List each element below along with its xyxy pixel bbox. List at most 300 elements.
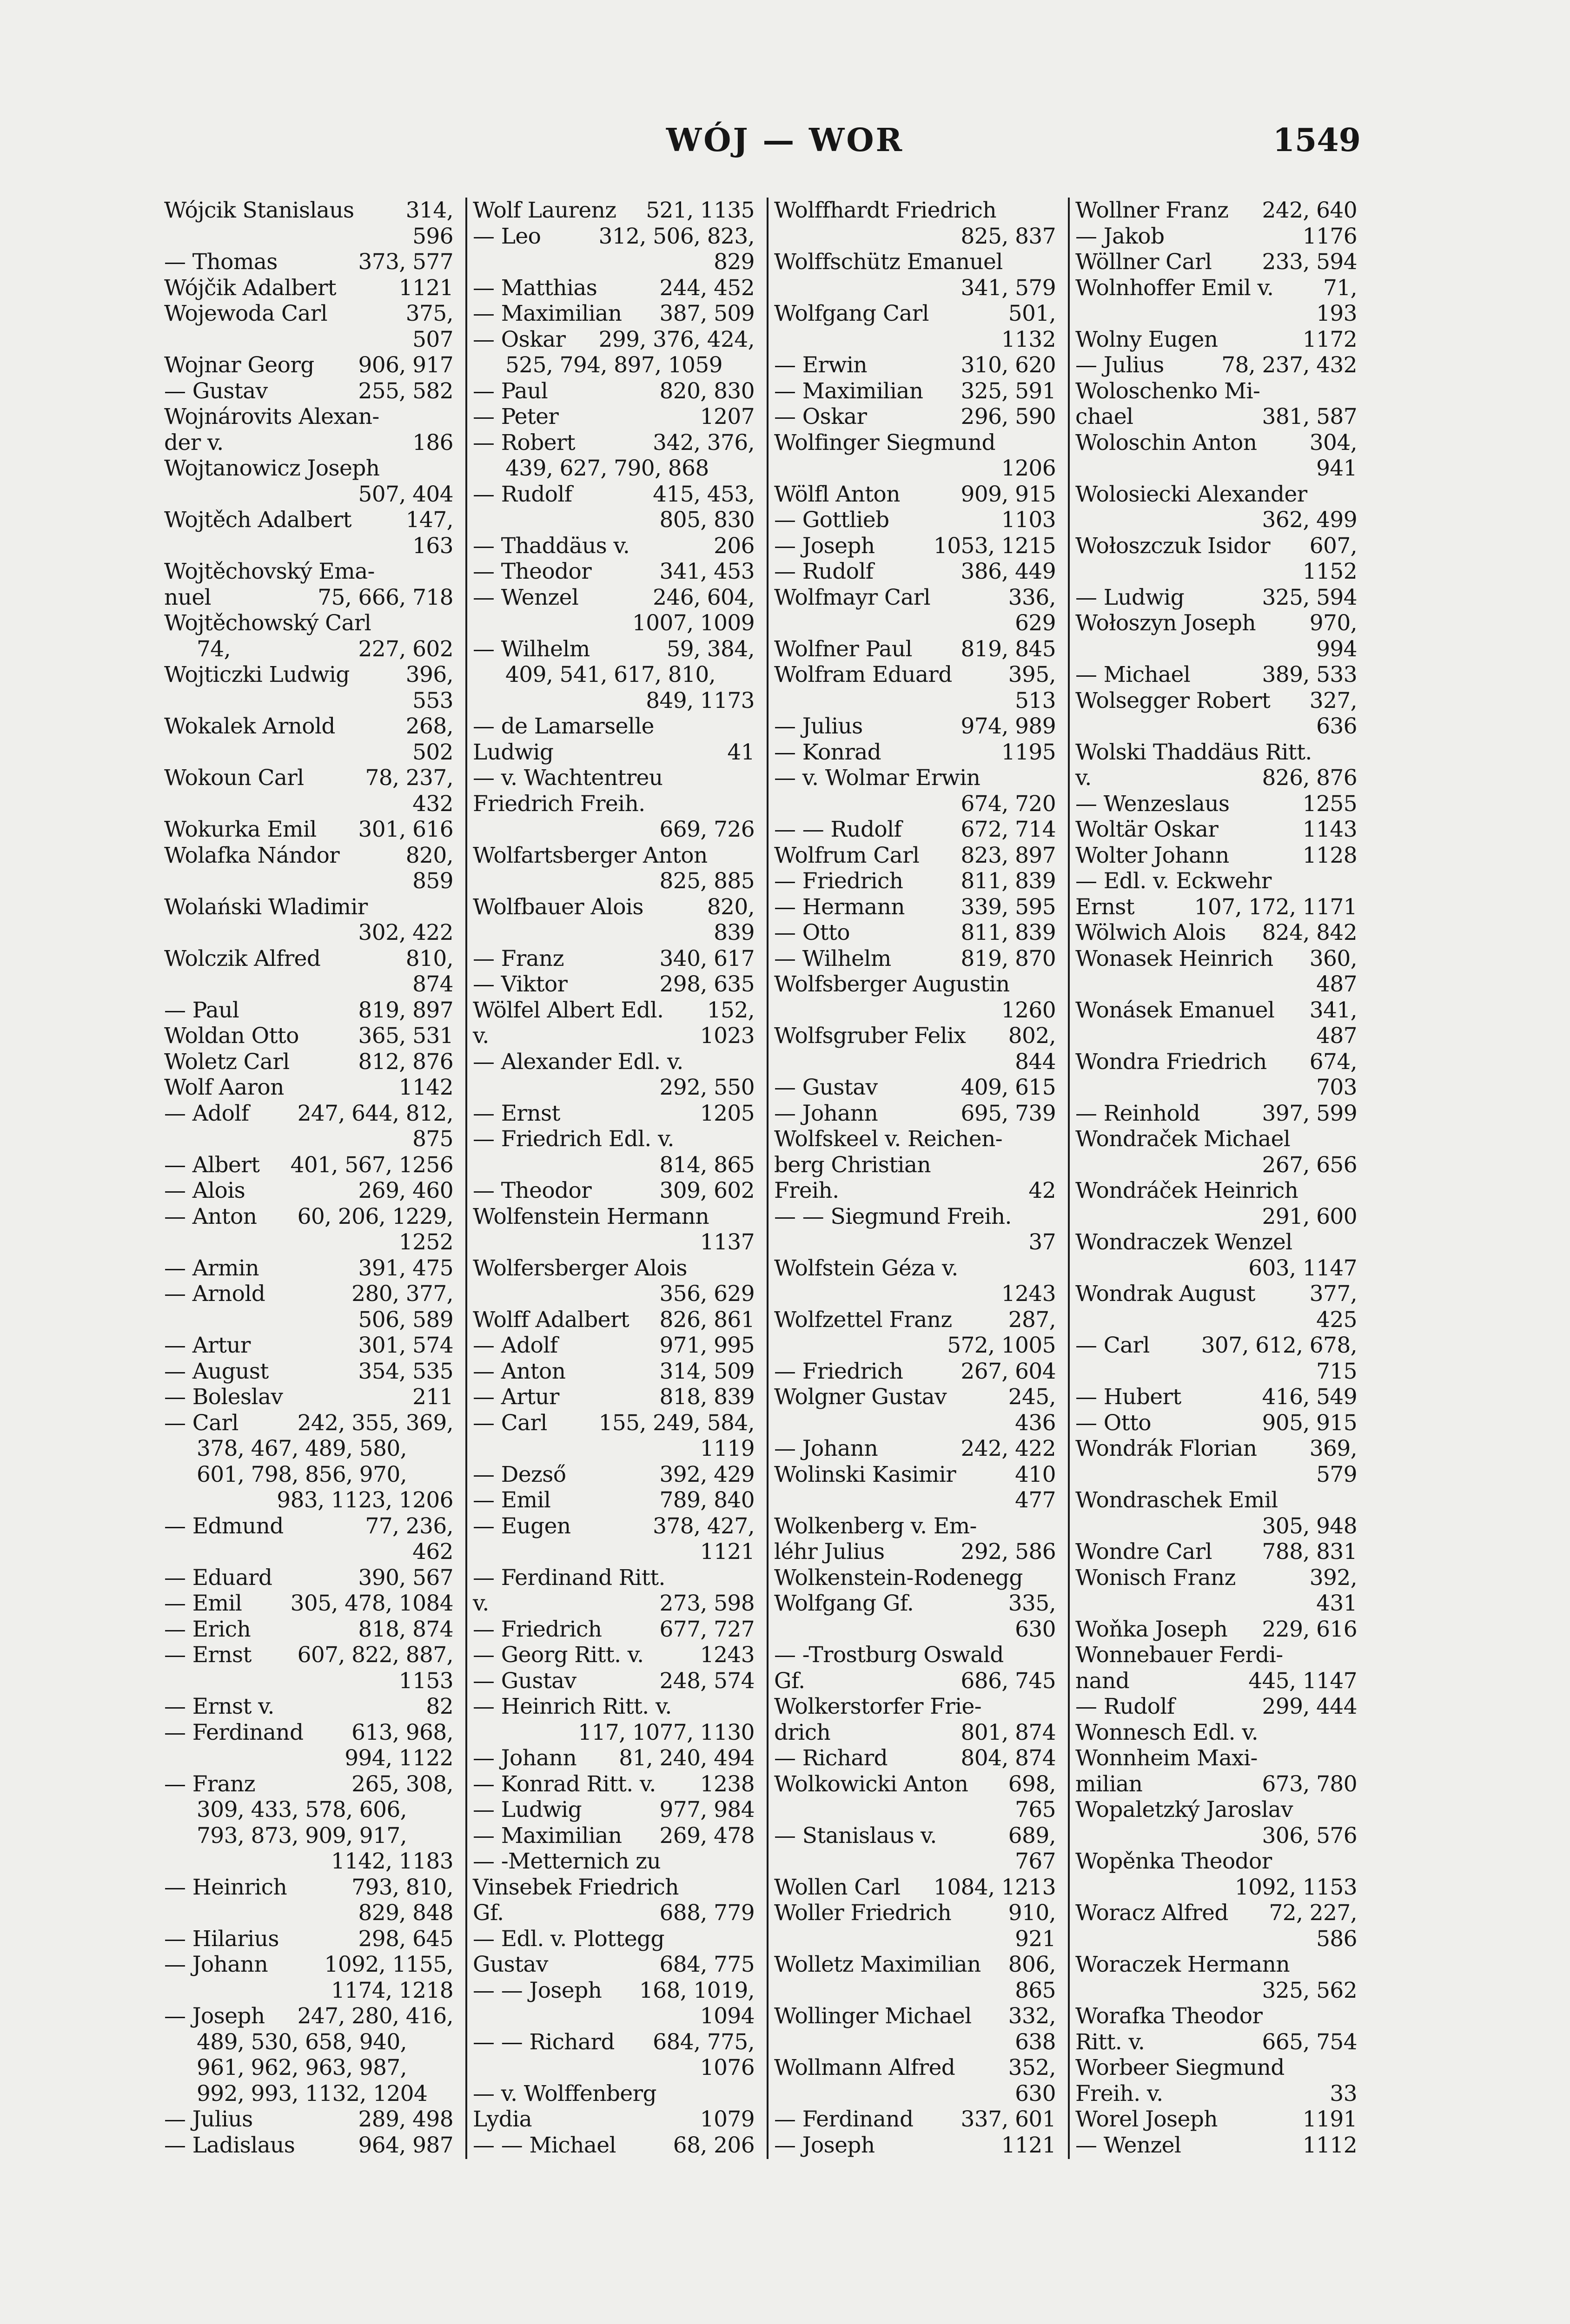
index-entry-line — [1075, 1797, 1365, 1823]
index-entry-line — [1075, 610, 1365, 636]
index-entry-line — [164, 1307, 462, 1333]
entry-name: — Robert — [473, 429, 576, 456]
index-entry-line — [774, 1591, 1064, 1617]
page-references: 280, 377, — [351, 1281, 453, 1307]
page-references: 906, 917 — [358, 352, 453, 378]
entry-name: Wolletz Maximilian — [774, 1952, 981, 1977]
index-entry-line — [1075, 997, 1365, 1023]
entry-name: chael — [1075, 404, 1133, 429]
index-entry-line — [164, 352, 462, 378]
page-references: 487 — [1316, 1023, 1357, 1049]
index-entry-line — [164, 1462, 462, 1488]
page-references: 341, 579 — [961, 275, 1056, 301]
index-entry-line — [1075, 1668, 1365, 1694]
entry-name: 961, 962, 963, 987, — [197, 2055, 407, 2080]
entry-name: — Johann — [774, 1436, 878, 1461]
index-entry-line — [774, 430, 1064, 456]
page-references: 211 — [412, 1384, 453, 1410]
page-references: 292, 586 — [961, 1539, 1056, 1565]
index-entry-line — [1075, 1926, 1365, 1952]
index-entry-line — [164, 1823, 462, 1849]
entry-name: — Alois — [164, 1178, 245, 1203]
index-entry-line — [473, 1591, 763, 1617]
page-references: 206 — [714, 533, 755, 559]
index-entry-line — [164, 585, 462, 611]
page-references: 1238 — [700, 1771, 755, 1797]
entry-name: Lydia — [473, 2106, 532, 2132]
index-entry-line — [1075, 1255, 1365, 1281]
entry-name: Wolfstein Géza v. — [774, 1255, 958, 1281]
page-references: 672, 714 — [961, 817, 1056, 842]
entry-name: — Maximilian — [473, 301, 622, 326]
index-entry-line — [473, 301, 763, 327]
index-entry-line — [774, 1745, 1064, 1771]
page-references: 507 — [412, 326, 453, 352]
entry-name: — de Lamarselle — [473, 713, 654, 739]
page-references: 390, 567 — [358, 1565, 453, 1591]
index-entry-line — [1075, 327, 1365, 353]
index-entry-line — [473, 352, 763, 378]
page-references: 688, 779 — [659, 1900, 755, 1926]
entry-name: Wolkenstein-Rodenegg — [774, 1565, 1023, 1591]
entry-name: — Eugen — [473, 1513, 571, 1539]
page-references: 193 — [1316, 301, 1357, 326]
entry-name: Wojnar Georg — [164, 352, 314, 378]
index-entry-line — [473, 739, 763, 766]
index-entry-line — [473, 1101, 763, 1127]
page-references: 1142 — [398, 1075, 453, 1100]
index-entry-line — [774, 817, 1064, 843]
page-header — [0, 122, 1570, 182]
page-references: 820, — [405, 842, 453, 868]
index-entry-line — [1075, 1539, 1365, 1565]
index-entry-line — [473, 1333, 763, 1359]
entry-name: — Maximilian — [473, 1822, 622, 1849]
index-entry-line — [164, 1875, 462, 1901]
index-entry-line — [774, 1617, 1064, 1643]
page-references: 1092, 1155, — [324, 1952, 453, 1977]
entry-name: Wonisch Franz — [1075, 1565, 1236, 1591]
index-entry-line — [164, 2133, 462, 2159]
index-entry-line — [164, 2029, 462, 2055]
entry-name: — Gustav — [774, 1075, 878, 1100]
index-entry-line — [473, 1178, 763, 1204]
index-entry-line — [164, 301, 462, 327]
page-references: 818, 874 — [358, 1616, 453, 1642]
page-references: 810, — [405, 945, 453, 971]
index-entry-line — [774, 1359, 1064, 1385]
entry-name: — Peter — [473, 404, 559, 429]
index-entry-line — [774, 713, 1064, 739]
entry-name: 992, 993, 1132, 1204 — [197, 2080, 428, 2106]
entry-name: Gustav — [473, 1952, 548, 1977]
index-entry-line — [774, 1384, 1064, 1410]
index-entry-line — [473, 2106, 763, 2133]
entry-name: Wolffschütz Emanuel — [774, 249, 1003, 275]
page-references: 42 — [1028, 1178, 1056, 1203]
page-references: 970, — [1309, 610, 1357, 636]
index-entry-line — [473, 507, 763, 533]
page-references: 502 — [412, 739, 453, 765]
entry-name: Wolgner Gustav — [774, 1384, 947, 1410]
page-references: 310, 620 — [961, 352, 1056, 378]
entry-name: — Johann — [774, 1100, 878, 1126]
page-references: 305, 948 — [1262, 1513, 1357, 1539]
page-references: 375, — [405, 301, 453, 326]
index-entry-line — [774, 1642, 1064, 1668]
index-entry-line — [164, 404, 462, 430]
index-entry-line — [1075, 1333, 1365, 1359]
page-references: 684, 775 — [659, 1952, 755, 1977]
index-entry-line — [774, 1307, 1064, 1333]
page-references: 767 — [1015, 1849, 1056, 1874]
index-entry-line — [1075, 1229, 1365, 1255]
index-entry-line — [1075, 275, 1365, 301]
entry-name: — Stanislaus v. — [774, 1822, 937, 1849]
index-entry-line — [774, 971, 1064, 997]
index-entry-line — [1075, 2003, 1365, 2029]
entry-name: — Gottlieb — [774, 507, 889, 533]
index-entry-line — [1075, 1952, 1365, 1978]
entry-name: 439, 627, 790, 868 — [505, 456, 709, 481]
page-references: 501, — [1008, 301, 1056, 326]
index-entry-line — [473, 1823, 763, 1849]
entry-name: — Julius — [1075, 352, 1164, 378]
page-references: 812, 876 — [358, 1049, 453, 1075]
entry-name: — v. Wolmar Erwin — [774, 765, 980, 791]
index-entry-line — [473, 1462, 763, 1488]
page-references: 396, — [405, 662, 453, 687]
page-references: 638 — [1015, 2029, 1056, 2055]
page-references: 586 — [1316, 1926, 1357, 1952]
entry-name: Woraczek Hermann — [1075, 1952, 1290, 1977]
entry-name: — Carl — [473, 1410, 547, 1436]
index-column-2 — [462, 198, 763, 2159]
entry-name: — Theodor — [473, 559, 592, 584]
entry-name: — — Michael — [473, 2132, 616, 2158]
index-entry-line — [774, 507, 1064, 533]
page-references: 312, 506, 823, — [598, 223, 755, 249]
entry-name: Wölfel Albert Edl. — [473, 997, 664, 1023]
page-references: 273, 598 — [659, 1591, 755, 1616]
entry-name: — Rudolf — [1075, 1694, 1175, 1719]
entry-name: Wolafka Nándor — [164, 842, 340, 868]
page-references: 804, 874 — [961, 1745, 1056, 1771]
index-entry-line — [164, 894, 462, 920]
page-references: 37 — [1028, 1229, 1056, 1255]
index-entry-line — [774, 662, 1064, 688]
index-entry-line — [774, 610, 1064, 636]
index-entry-line — [164, 507, 462, 533]
page-references: 1079 — [700, 2106, 755, 2132]
index-entry-line — [1075, 1720, 1365, 1746]
index-entry-line — [164, 559, 462, 585]
index-entry-line — [774, 2133, 1064, 2159]
page-references: 825, 837 — [961, 223, 1056, 249]
entry-name: — Arnold — [164, 1281, 265, 1307]
page-references: 823, 897 — [961, 842, 1056, 868]
page-references: 352, — [1008, 2055, 1056, 2080]
page-references: 553 — [412, 687, 453, 713]
page-references: 820, 830 — [659, 378, 755, 404]
index-entry-line — [1075, 1642, 1365, 1668]
page-references: 1132 — [1001, 326, 1056, 352]
entry-name: — Paul — [473, 378, 548, 404]
entry-name: Wolfinger Siegmund — [774, 429, 995, 456]
entry-name: — v. Wachtentreu — [473, 765, 663, 791]
page-references: 82 — [426, 1694, 453, 1719]
page-references: 941 — [1316, 456, 1357, 481]
page-references: 825, 885 — [659, 868, 755, 894]
page-references: 304, — [1309, 429, 1357, 456]
index-entry-line — [774, 1487, 1064, 1513]
entry-name: — Ernst — [473, 1100, 560, 1126]
page-references: 233, 594 — [1262, 249, 1357, 275]
index-entry-line — [1075, 1565, 1365, 1591]
page-references: 829, 848 — [358, 1900, 453, 1926]
index-entry-line — [473, 688, 763, 714]
entry-name: Wollinger Michael — [774, 2003, 972, 2029]
index-entry-line — [774, 1771, 1064, 1797]
entry-name: — Erwin — [774, 352, 868, 378]
entry-name: — Michael — [1075, 662, 1191, 687]
page-references: 684, 775, — [653, 2029, 755, 2055]
index-entry-line — [473, 1668, 763, 1694]
index-entry-line — [1075, 2106, 1365, 2133]
index-entry-line — [1075, 920, 1365, 946]
index-entry-line — [164, 327, 462, 353]
index-entry-line — [774, 1720, 1064, 1746]
entry-name: Wojtanowicz Joseph — [164, 456, 380, 481]
index-entry-line — [164, 1642, 462, 1668]
page-references: 292, 550 — [659, 1075, 755, 1100]
entry-name: Wolsegger Robert — [1075, 687, 1271, 713]
entry-name: Wonnheim Maxi- — [1075, 1745, 1258, 1771]
entry-name: — Edmund — [164, 1513, 284, 1539]
entry-name: léhr Julius — [774, 1539, 885, 1565]
page-references: 242, 422 — [961, 1436, 1056, 1461]
entry-name: Wojticzki Ludwig — [164, 662, 350, 687]
page-references: 1172 — [1302, 326, 1357, 352]
entry-name: Wolffhardt Friedrich — [774, 198, 997, 223]
index-entry-line — [473, 791, 763, 817]
index-entry-line — [1075, 791, 1365, 817]
entry-name: — — Joseph — [473, 1977, 602, 2003]
page-references: 59, 384, — [666, 636, 755, 662]
index-entry-line — [1075, 1281, 1365, 1307]
page-references: 814, 865 — [659, 1152, 755, 1178]
entry-name: berg Christian — [774, 1152, 931, 1178]
entry-name: — Ernst v. — [164, 1694, 274, 1719]
entry-name: — Ferdinand — [774, 2106, 914, 2132]
page-references: 820, — [707, 894, 755, 920]
entry-name: — Wenzel — [473, 584, 579, 610]
index-entry-line — [774, 843, 1064, 869]
entry-name: Wokalek Arnold — [164, 713, 335, 739]
index-entry-line — [164, 275, 462, 301]
index-entry-line — [1075, 1900, 1365, 1926]
index-entry-line — [473, 249, 763, 275]
entry-name: — Carl — [1075, 1333, 1150, 1358]
entry-name: — Heinrich — [164, 1874, 287, 1900]
page-references: 41 — [727, 739, 755, 765]
index-entry-line — [774, 1823, 1064, 1849]
page-references: 289, 498 — [358, 2106, 453, 2132]
page-references: 75, 666, 718 — [318, 584, 453, 610]
page-references: 1174, 1218 — [331, 1977, 453, 2003]
page-references: 269, 460 — [358, 1178, 453, 1203]
page-references: 360, — [1309, 945, 1357, 971]
page-references: 1076 — [700, 2055, 755, 2080]
index-entry-line — [774, 301, 1064, 327]
page-references: 1121 — [700, 1539, 755, 1565]
index-entry-line — [774, 1875, 1064, 1901]
index-entry-line — [774, 1952, 1064, 1978]
index-entry-line — [473, 1694, 763, 1720]
index-entry-line — [1075, 1307, 1365, 1333]
entry-name: — Friedrich — [473, 1616, 602, 1642]
index-entry-line — [774, 1229, 1064, 1255]
entry-name: — Adolf — [164, 1100, 249, 1126]
page-references: 487 — [1316, 971, 1357, 997]
page-references: 1191 — [1302, 2106, 1357, 2132]
page-references: 630 — [1015, 1616, 1056, 1642]
index-entry-line — [164, 1255, 462, 1281]
page-references: 298, 635 — [659, 971, 755, 997]
entry-name: — Alexander Edl. v. — [473, 1049, 683, 1075]
index-entry-line — [774, 1694, 1064, 1720]
page-references: 579 — [1316, 1461, 1357, 1487]
page-references: 245, — [1008, 1384, 1056, 1410]
entry-name: Woltär Oskar — [1075, 817, 1219, 842]
entry-name: — Joseph — [774, 533, 875, 559]
page-references: 299, 444 — [1262, 1694, 1357, 1719]
page-references: 1206 — [1001, 456, 1056, 481]
index-entry-line — [473, 997, 763, 1023]
entry-name: Wolfskeel v. Reichen- — [774, 1126, 1003, 1152]
page-references: 78, 237, — [365, 765, 453, 791]
page-references: 362, 499 — [1262, 507, 1357, 533]
index-entry-line — [164, 1617, 462, 1643]
index-entry-line — [164, 1591, 462, 1617]
index-entry-line — [473, 2029, 763, 2055]
index-entry-line — [473, 1436, 763, 1462]
index-entry-line — [164, 1436, 462, 1462]
entry-name: — Dezső — [473, 1461, 566, 1487]
index-entry-line — [774, 636, 1064, 662]
entry-name: — Franz — [164, 1771, 255, 1797]
entry-name: — Theodor — [473, 1178, 592, 1203]
entry-name: — Anton — [473, 1358, 566, 1384]
index-entry-line — [164, 1771, 462, 1797]
entry-name: Wolański Wladimir — [164, 894, 368, 920]
page-references: 267, 656 — [1262, 1152, 1357, 1178]
entry-name: Wolff Adalbert — [473, 1307, 629, 1333]
index-entry-line — [1075, 482, 1365, 508]
entry-name: — Konrad Ritt. v. — [473, 1771, 656, 1797]
index-entry-line — [1075, 1126, 1365, 1152]
index-entry-line — [164, 920, 462, 946]
page-references: 513 — [1015, 687, 1056, 713]
index-entry-line — [164, 1410, 462, 1436]
entry-name: Wopaletzký Jaroslav — [1075, 1797, 1293, 1822]
page-references: 971, 995 — [659, 1333, 755, 1358]
index-entry-line — [1075, 1152, 1365, 1178]
index-entry-line — [473, 662, 763, 688]
index-entry-line — [473, 894, 763, 920]
page-references: 342, 376, — [653, 429, 755, 456]
entry-name: — Reinhold — [1075, 1100, 1200, 1126]
index-entry-line — [1075, 198, 1365, 224]
entry-name: 793, 873, 909, 917, — [197, 1822, 407, 1849]
page-references: 389, 533 — [1262, 662, 1357, 687]
index-entry-line — [1075, 1513, 1365, 1539]
page-references: 669, 726 — [659, 817, 755, 842]
index-entry-line — [473, 430, 763, 456]
page-references: 826, 876 — [1262, 765, 1357, 791]
entry-name: — Richard — [774, 1745, 888, 1771]
entry-name: Woloschenko Mi- — [1075, 378, 1260, 404]
page-references: 603, 1147 — [1248, 1255, 1357, 1281]
index-entry-line — [774, 585, 1064, 611]
index-entry-line — [774, 997, 1064, 1023]
entry-name: — -Trostburg Oswald — [774, 1642, 1004, 1668]
entry-name: Wolfersberger Alois — [473, 1255, 687, 1281]
page-references: 1128 — [1302, 842, 1357, 868]
entry-name: 378, 467, 489, 580, — [197, 1436, 407, 1461]
entry-name: Wolkenberg v. Em- — [774, 1513, 977, 1539]
index-entry-line — [473, 1797, 763, 1823]
index-entry-line — [164, 610, 462, 636]
page-references: 636 — [1316, 713, 1357, 739]
page-references: 801, 874 — [961, 1719, 1056, 1745]
entry-name: Wolfartsberger Anton — [473, 842, 708, 868]
index-entry-line — [164, 971, 462, 997]
page-references: 337, 601 — [961, 2106, 1056, 2132]
index-entry-line — [164, 662, 462, 688]
page-references: 395, — [1008, 662, 1056, 687]
entry-name: Wondrák Florian — [1075, 1436, 1257, 1461]
page-references: 309, 602 — [659, 1178, 755, 1203]
index-entry-line — [1075, 2081, 1365, 2107]
page-references: 247, 644, 812, — [297, 1100, 453, 1126]
index-entry-line — [1075, 1771, 1365, 1797]
index-entry-line — [774, 1410, 1064, 1436]
entry-name: Wolosiecki Alexander — [1075, 481, 1307, 507]
index-entry-line — [774, 1281, 1064, 1307]
index-entry-line — [164, 997, 462, 1023]
page-references: 1142, 1183 — [331, 1849, 453, 1874]
entry-name: nand — [1075, 1668, 1130, 1694]
index-entry-line — [1075, 765, 1365, 791]
page-references: 78, 237, 432 — [1221, 352, 1357, 378]
entry-name: v. — [473, 1023, 489, 1049]
index-entry-line — [164, 1281, 462, 1307]
index-entry-line — [164, 1745, 462, 1771]
index-entry-line — [164, 765, 462, 791]
entry-name: Wójcik Stanislaus — [164, 198, 354, 223]
index-entry-line — [1075, 404, 1365, 430]
entry-name: — Ladislaus — [164, 2132, 295, 2158]
index-entry-line — [1075, 662, 1365, 688]
entry-name: Wonnesch Edl. v. — [1075, 1719, 1259, 1745]
index-entry-line — [1075, 2133, 1365, 2159]
page-references: 802, — [1008, 1023, 1056, 1049]
entry-name: Wolfgang Carl — [774, 301, 929, 326]
index-entry-line — [473, 1204, 763, 1230]
index-entry-line — [473, 971, 763, 997]
index-entry-line — [1075, 224, 1365, 250]
